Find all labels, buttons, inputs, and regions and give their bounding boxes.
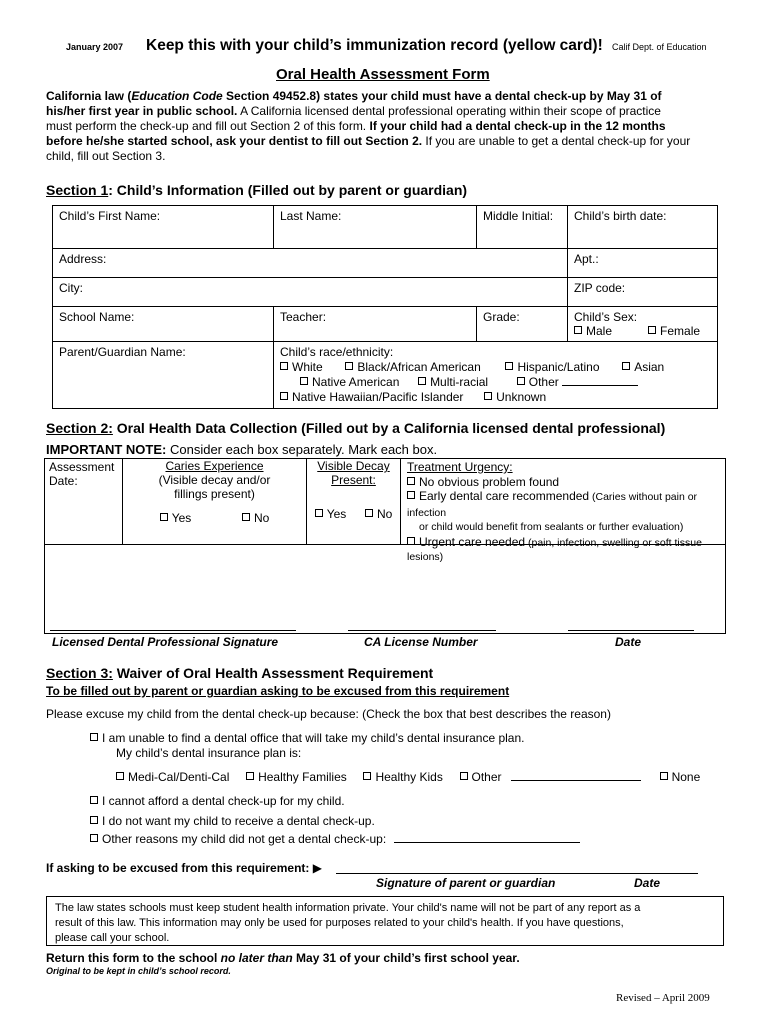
header-date: January 2007: [66, 42, 124, 52]
parent-date-label: Date: [634, 876, 661, 890]
section3-intro: Please excuse my child from the dental check-up because: (Check the box that best describes the reason): [46, 707, 611, 721]
reason-other-checkbox[interactable]: Other reasons my child did not get a dental check-up:: [90, 832, 580, 846]
female-checkbox[interactable]: Female: [648, 324, 700, 338]
reason-insurance-checkbox[interactable]: I am unable to find a dental office that will take my child’s dental insurance plan.: [90, 731, 524, 745]
asian-checkbox[interactable]: Asian: [622, 360, 664, 374]
important-note: IMPORTANT NOTE: Consider each box separately. Mark each box.: [46, 442, 438, 457]
sex-field: Child’s Sex: Male Female: [568, 307, 718, 342]
hawaiian-checkbox[interactable]: Native Hawaiian/Pacific Islander: [280, 390, 463, 404]
signature-date-label: Date: [615, 635, 642, 649]
urgency-cell: Treatment Urgency: No obvious problem found Early dental care recommended (Caries without pain or infection or child would benefit from sealants or further evaluation) Urgent care needed (pain, infection, swelling or soft tissue lesions): [401, 459, 725, 545]
other-reason-line[interactable]: [394, 842, 580, 843]
caries-cell: Caries Experience (Visible decay and/or fillings present) Yes No: [123, 459, 307, 545]
decay-no-checkbox[interactable]: No: [365, 507, 392, 521]
first-name-field[interactable]: Child’s First Name:: [53, 206, 274, 249]
urgency-early-checkbox[interactable]: Early dental care recommended (Caries without pain or infection: [407, 489, 698, 519]
black-checkbox[interactable]: Black/African American: [345, 360, 480, 374]
last-name-field[interactable]: Last Name:: [274, 206, 477, 249]
city-field[interactable]: City:: [53, 278, 568, 307]
arrow-right-icon: ▶: [312, 861, 322, 875]
decay-yes-checkbox[interactable]: Yes: [315, 507, 347, 521]
hispanic-checkbox[interactable]: Hispanic/Latino: [505, 360, 599, 374]
medi-cal-checkbox[interactable]: Medi-Cal/Denti-Cal: [116, 770, 229, 784]
return-instruction: Return this form to the school no later than May 31 of your child’s first school year.: [46, 951, 520, 965]
parent-name-field[interactable]: Parent/Guardian Name:: [53, 342, 274, 409]
parent-signature-label: Signature of parent or guardian: [376, 876, 556, 890]
section2-heading: Section 2: Oral Health Data Collection (Filled out by a California licensed dental professional): [46, 420, 666, 436]
other-race-line[interactable]: [562, 385, 638, 386]
caries-yes-checkbox[interactable]: Yes: [160, 511, 192, 525]
reason-afford-checkbox[interactable]: I cannot afford a dental check-up for my child.: [90, 794, 345, 808]
other-plan-checkbox[interactable]: Other: [460, 770, 502, 784]
male-checkbox[interactable]: Male: [574, 324, 612, 338]
healthy-kids-checkbox[interactable]: Healthy Kids: [363, 770, 442, 784]
apt-field[interactable]: Apt.:: [568, 249, 718, 278]
insurance-options: [116, 770, 700, 784]
section1-heading: Section 1: Child’s Information (Filled out by parent or guardian): [46, 182, 468, 198]
section3-subtitle: To be filled out by parent or guardian asking to be excused from this requirement: [46, 684, 510, 698]
reason-not-want-checkbox[interactable]: I do not want my child to receive a dental check-up.: [90, 814, 375, 828]
birth-date-field[interactable]: Child’s birth date:: [568, 206, 718, 249]
header-headline: Keep this with your child’s immunization record (yellow card)!: [146, 37, 603, 54]
caries-no-checkbox[interactable]: No: [242, 511, 269, 525]
middle-initial-field[interactable]: Middle Initial:: [477, 206, 568, 249]
insurance-plan-label: My child’s dental insurance plan is:: [116, 746, 302, 760]
header-agency: Calif Dept. of Education: [612, 42, 707, 52]
race-field: Child’s race/ethnicity: White Black/African American Hispanic/Latino Asian Native American Multi-racial Other Native Hawaiian/Pacific Islander Unknown: [274, 342, 718, 409]
dentist-signature-label: Licensed Dental Professional Signature: [52, 635, 279, 649]
urgency-none-checkbox[interactable]: No obvious problem found: [407, 475, 719, 490]
decay-cell: Visible Decay Present: Yes No: [307, 459, 401, 545]
zip-field[interactable]: ZIP code:: [568, 278, 718, 307]
intro-paragraph: California law (Education Code Section 49452.8) states your child must have a dental check-up by May 31 of his/her first year in public school. A California licensed dental professional operating within their scope of practice must perform the check-up and fill out Section 2 of this form. If your child had a dental check-up in the 12 months before he/she started school, ask your dentist to fill out Section 2. If you are unable to get a dental check-up for your child, fill out Section 3.: [46, 89, 691, 163]
original-note: Original to be kept in child’s school record.: [46, 966, 231, 976]
healthy-families-checkbox[interactable]: Healthy Families: [246, 770, 347, 784]
signature-date-line[interactable]: [568, 630, 694, 631]
other-plan-line[interactable]: [511, 780, 641, 781]
revision-date: Revised – April 2009: [616, 992, 710, 1004]
native-american-checkbox[interactable]: Native American: [300, 375, 399, 389]
unknown-checkbox[interactable]: Unknown: [484, 390, 546, 404]
urgency-urgent-checkbox[interactable]: Urgent care needed (pain, infection, swelling or soft tissue: [407, 535, 719, 551]
page-title: Oral Health Assessment Form: [276, 66, 490, 83]
none-plan-checkbox[interactable]: None: [660, 770, 701, 784]
section2-box: [44, 458, 726, 634]
other-race-checkbox[interactable]: Other: [517, 375, 559, 389]
assessment-date-cell[interactable]: Assessment Date:: [45, 459, 123, 545]
teacher-field[interactable]: Teacher:: [274, 307, 477, 342]
white-checkbox[interactable]: White: [280, 360, 323, 374]
school-name-field[interactable]: School Name:: [53, 307, 274, 342]
grade-field[interactable]: Grade:: [477, 307, 568, 342]
license-number-line[interactable]: [348, 630, 496, 631]
address-field[interactable]: Address:: [53, 249, 568, 278]
parent-signature-line[interactable]: [336, 873, 698, 874]
license-number-label: CA License Number: [364, 635, 478, 649]
section3-heading: Section 3: Waiver of Oral Health Assessment Requirement: [46, 665, 434, 681]
excused-label: If asking to be excused from this requirement: ▶: [46, 861, 322, 875]
child-info-table: [52, 205, 718, 409]
multiracial-checkbox[interactable]: Multi-racial: [418, 375, 488, 389]
dentist-signature-line[interactable]: [50, 630, 296, 631]
privacy-notice: The law states schools must keep student health information private. Your child's name will not be part of any report as a result of this law. This information may only be used for purposes related to your child's health. If you have questions, please call your school.: [46, 896, 724, 946]
